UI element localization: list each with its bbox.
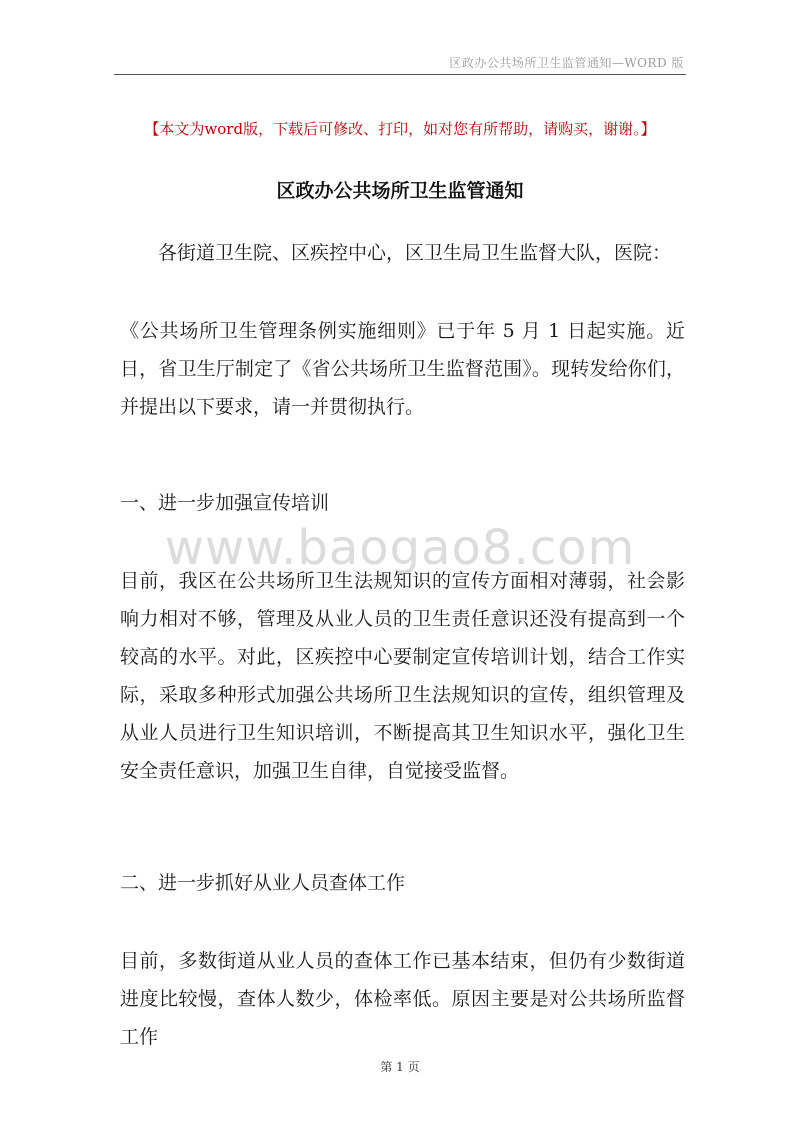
section-1-body: 目前，我区在公共场所卫生法规知识的宣传方面相对薄弱，社会影响力相对不够，管理及从业人员的卫生责任意识还没有提高到一个较高的水平。对此，区疾控中心要制定宣传培训计划，结合工作实际，采取多种形式加强公共场所卫生法规知识的宣传，组织管理及从业人员进行卫生知识培训，不断提高其卫生知识水平，强化卫生安全责任意识，加强卫生自律，自觉接受监督。 xyxy=(120,570,685,782)
intro-paragraph: 《公共场所卫生管理条例实施细则》已于年 5 月 1 日起实施。近日，省卫生厅制定了《省公共场所卫生监督范围》。现转发给你们，并提出以下要求，请一并贯彻执行。 xyxy=(120,320,685,418)
section-2-body: 目前，多数街道从业人员的查体工作已基本结束，但仍有少数街道进度比较慢，查体人数少，体检率低。原因主要是对公共场所监督工作 xyxy=(120,950,685,1048)
purchase-notice: 【本文为word版，下载后可修改、打印，如对您有所帮助，请购买，谢谢。】 xyxy=(144,120,656,138)
watermark: www.baogao8.com xyxy=(164,520,636,576)
salutation: 各街道卫生院、区疾控中心，区卫生局卫生监督大队，医院： xyxy=(158,242,672,264)
running-header-title: 区政办公共场所卫生监管通知—WORD 版 xyxy=(449,56,684,70)
page-number: 第 1 页 xyxy=(380,1060,420,1074)
section-1-heading: 一、进一步加强宣传培训 xyxy=(120,492,330,514)
section-2-heading: 二、进一步抓好从业人员查体工作 xyxy=(120,872,406,894)
document-title: 区政办公共场所卫生监管通知 xyxy=(276,180,524,202)
header-divider xyxy=(114,74,686,75)
